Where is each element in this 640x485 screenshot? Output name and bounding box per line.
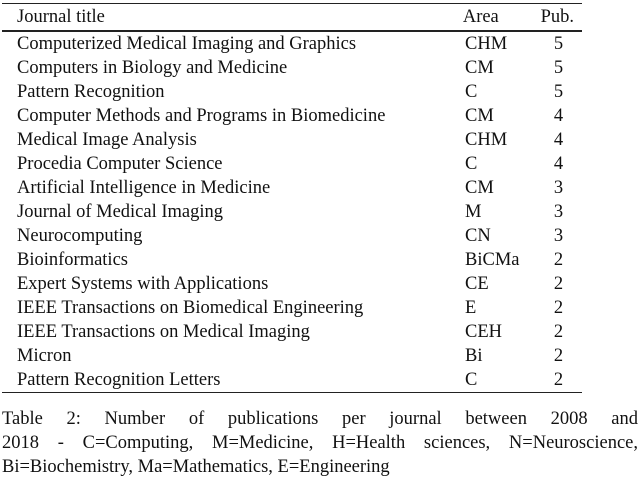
journal-publications-table — [2, 3, 582, 393]
journal-title-cell: Expert Systems with Applications — [17, 273, 269, 294]
area-cell: CN — [465, 225, 491, 246]
area-cell: CM — [465, 177, 494, 198]
pub-count-cell: 5 — [553, 33, 564, 54]
journal-title-cell: Journal of Medical Imaging — [17, 201, 224, 222]
table-row — [2, 368, 582, 392]
table-row — [2, 344, 582, 368]
journal-title-cell: IEEE Transactions on Biomedical Engineering — [17, 297, 364, 318]
pub-count-cell: 2 — [553, 273, 564, 294]
area-cell: CEH — [465, 321, 502, 342]
caption-line: Table 2: Number of publications per journal between 2008 and — [2, 409, 638, 429]
table-row — [2, 200, 582, 224]
table-row — [2, 272, 582, 296]
pub-count-cell: 2 — [553, 369, 564, 390]
table-row — [2, 104, 582, 128]
area-cell: CM — [465, 105, 494, 126]
table-row — [2, 320, 582, 344]
pub-count-cell: 4 — [553, 105, 564, 126]
caption-line: Bi=Biochemistry, Ma=Mathematics, E=Engineering — [2, 457, 390, 477]
area-cell: C — [465, 81, 478, 102]
table-row — [2, 32, 582, 56]
area-cell: Bi — [465, 345, 483, 366]
journal-title-cell: Pattern Recognition — [17, 81, 165, 102]
area-cell: CHM — [465, 129, 508, 150]
table-row — [2, 80, 582, 104]
table-row — [2, 248, 582, 272]
pub-count-cell: 2 — [553, 297, 564, 318]
pub-count-cell: 3 — [553, 177, 564, 198]
pub-count-cell: 3 — [553, 225, 564, 246]
journal-title-cell: Artificial Intelligence in Medicine — [17, 177, 271, 198]
area-cell: C — [465, 369, 478, 390]
journal-title-cell: Pattern Recognition Letters — [17, 369, 221, 390]
area-cell: CE — [465, 273, 489, 294]
journal-title-cell: Bioinformatics — [17, 249, 128, 270]
header-journal-title: Journal title — [17, 7, 105, 28]
table-row — [2, 152, 582, 176]
table-row — [2, 176, 582, 200]
area-cell: BiCMa — [465, 249, 520, 270]
pub-count-cell: 4 — [553, 153, 564, 174]
pub-count-cell: 2 — [553, 345, 564, 366]
journal-title-cell: Micron — [17, 345, 72, 366]
header-row — [2, 4, 582, 30]
table-caption — [2, 407, 638, 479]
journal-title-cell: Medical Image Analysis — [17, 129, 197, 150]
journal-title-cell: Computerized Medical Imaging and Graphics — [17, 33, 357, 54]
journal-title-cell: Computers in Biology and Medicine — [17, 57, 288, 78]
pub-count-cell: 2 — [553, 249, 564, 270]
bottom-rule — [2, 392, 582, 393]
table-row — [2, 224, 582, 248]
pub-count-cell: 3 — [553, 201, 564, 222]
journal-title-cell: Computer Methods and Programs in Biomedicine — [17, 105, 386, 126]
caption-line: 2018 - C=Computing, M=Medicine, H=Health sciences, N=Neuroscience, — [2, 433, 638, 453]
pub-count-cell: 5 — [553, 57, 564, 78]
header-area: Area — [462, 7, 499, 28]
table-body — [2, 32, 582, 392]
header-pub: Pub. — [540, 7, 574, 28]
table-row — [2, 56, 582, 80]
pub-count-cell: 5 — [553, 81, 564, 102]
area-cell: CM — [465, 57, 494, 78]
table-row — [2, 296, 582, 320]
area-cell: E — [465, 297, 477, 318]
area-cell: CHM — [465, 33, 508, 54]
journal-title-cell: Neurocomputing — [17, 225, 143, 246]
table-row — [2, 128, 582, 152]
journal-title-cell: IEEE Transactions on Medical Imaging — [17, 321, 310, 342]
area-cell: C — [465, 153, 478, 174]
area-cell: M — [465, 201, 482, 222]
journal-title-cell: Procedia Computer Science — [17, 153, 223, 174]
pub-count-cell: 4 — [553, 129, 564, 150]
pub-count-cell: 2 — [553, 321, 564, 342]
